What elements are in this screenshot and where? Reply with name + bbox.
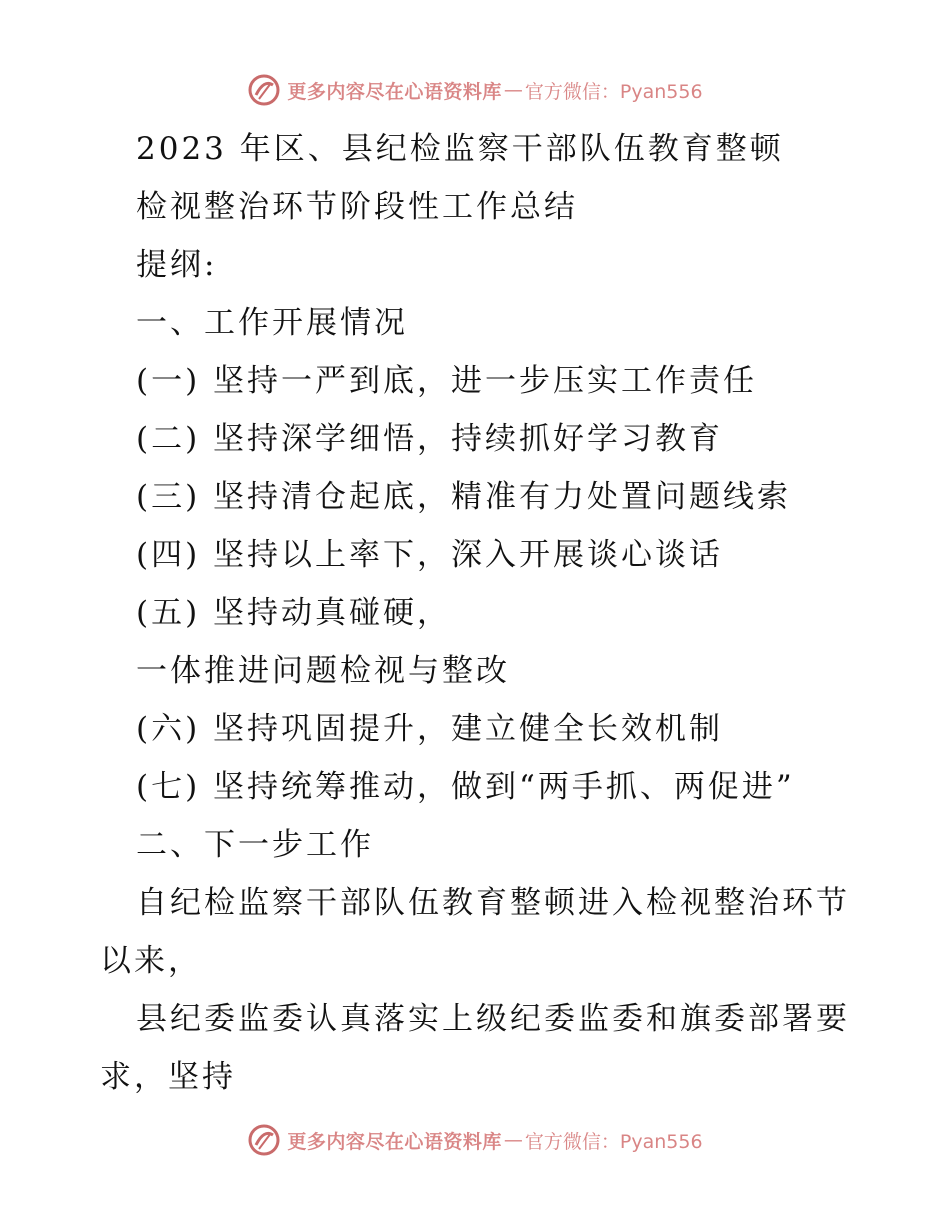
- outline-item: (一) 坚持一严到底，进一步压实工作责任: [136, 363, 758, 399]
- outline-label: 提纲:: [136, 247, 218, 283]
- watermark-logo-icon: [247, 1123, 281, 1157]
- document-title-line-2: 检视整治环节阶段性工作总结: [136, 189, 578, 225]
- section-heading-1: 一、工作开展情况: [136, 305, 408, 341]
- paragraph-2-line-1: 县纪委监委认真落实上级纪委监委和旗委部署要: [136, 1001, 850, 1037]
- watermark-logo-icon: [247, 73, 281, 107]
- section-heading-2: 二、下一步工作: [136, 827, 374, 863]
- watermark-footer: [0, 1120, 950, 1160]
- outline-item-continuation: 一体推进问题检视与整改: [136, 653, 510, 689]
- watermark-separator: —: [503, 1129, 523, 1151]
- document-body: [100, 120, 860, 1106]
- watermark-site-text: 更多内容尽在心语资料库: [287, 1130, 502, 1153]
- watermark-separator: —: [503, 79, 523, 101]
- watermark-site-text: 更多内容尽在心语资料库: [287, 80, 502, 103]
- watermark-contact-text: 官方微信：Pyan556: [524, 80, 703, 103]
- paragraph-1-line-2: 以来，: [100, 943, 202, 979]
- outline-item: (二) 坚持深学细悟，持续抓好学习教育: [136, 421, 724, 457]
- document-title-line-1: 2023 年区、县纪检监察干部队伍教育整顿: [136, 131, 784, 167]
- watermark-header: [0, 70, 950, 110]
- outline-item: (五) 坚持动真碰硬，: [136, 595, 452, 631]
- outline-item: (三) 坚持清仓起底，精准有力处置问题线索: [136, 479, 792, 515]
- watermark-contact-text: 官方微信：Pyan556: [524, 1130, 703, 1153]
- outline-item: (四) 坚持以上率下，深入开展谈心谈话: [136, 537, 724, 573]
- paragraph-1-line-1: 自纪检监察干部队伍教育整顿进入检视整治环节: [136, 885, 850, 921]
- outline-item: (六) 坚持巩固提升，建立健全长效机制: [136, 711, 724, 747]
- paragraph-2-line-2: 求，坚持: [100, 1059, 236, 1095]
- outline-item: (七) 坚持统筹推动，做到“两手抓、两促进”: [136, 769, 795, 805]
